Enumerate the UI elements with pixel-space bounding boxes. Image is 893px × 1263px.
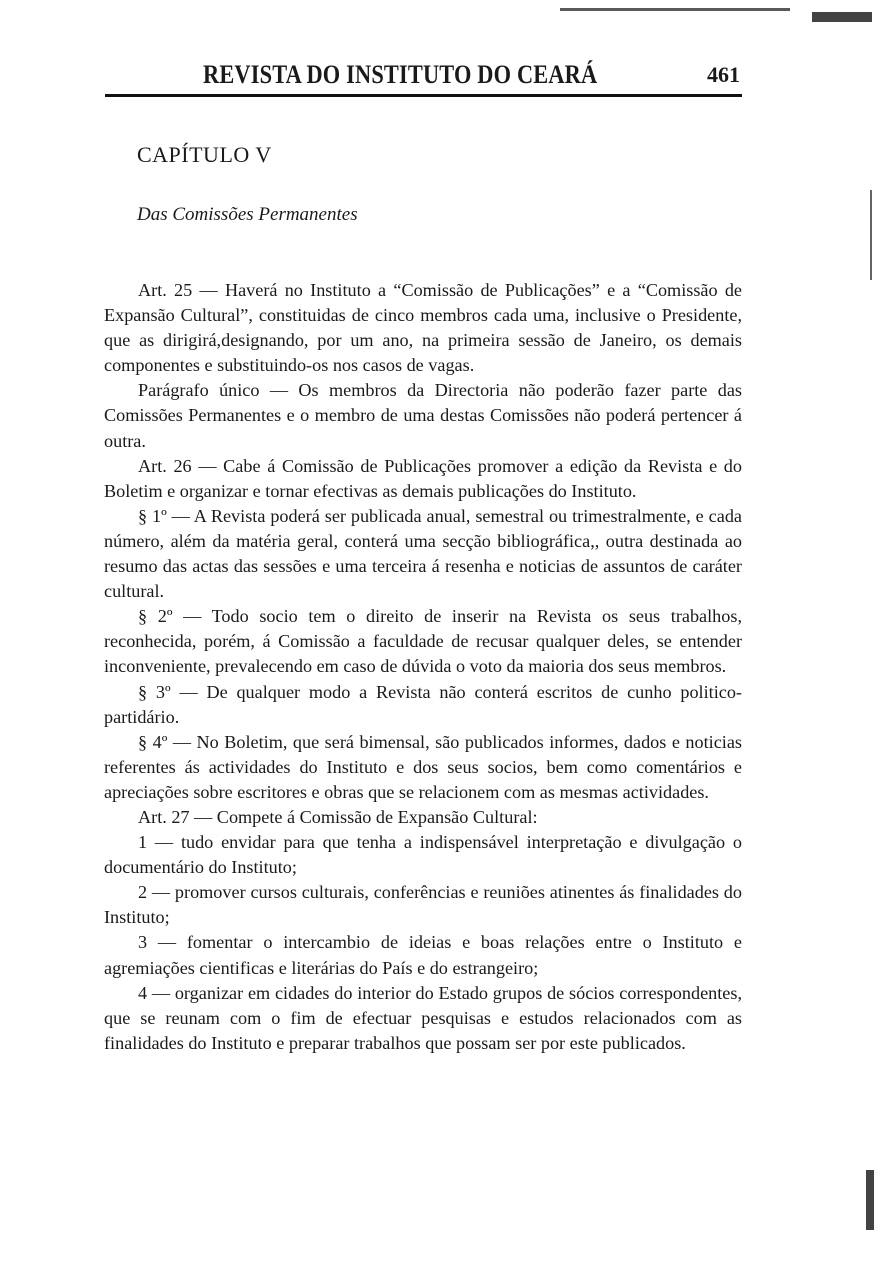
list-item-1: 1 — tudo envidar para que tenha a indispensável interpretação e divulgação o documentário do Instituto; [104,832,742,878]
scan-artifact-top [560,8,790,11]
paragraph-art-25: Art. 25 — Haverá no Instituto a “Comissão de Publicações” e a “Comissão de Expansão Cultural”, constituidas de cinco membros cada uma, inclusive o Presidente, que as dirigirá,designando, por um ano, na primeira sessão de Janeiro, os demais componentes e substituindo-os nos casos de vagas. [104,280,742,376]
paragraph-par-3: § 3º — De qualquer modo a Revista não conterá escritos de cunho politico-partidário. [104,681,742,727]
list-item-2: 2 — promover cursos culturais, conferências e reuniões atinentes ás finalidades do Instituto; [104,882,742,928]
list-item-3: 3 — fomentar o intercambio de ideias e boas relações entre o Instituto e agremiações cientificas e literárias do País e do estrangeiro; [104,932,742,978]
scan-artifact-bottom-right [866,1170,874,1230]
page-number: 461 [707,62,740,87]
header-rule [105,94,742,97]
paragraph-art-26: Art. 26 — Cabe á Comissão de Publicações promover a edição da Revista e do Boletim e organizar e tornar efectivas as demais publicações do Instituto. [104,455,742,501]
section-title: Das Comissões Permanentes [137,204,358,225]
journal-title: REVISTA DO INSTITUTO DO CEARÁ [203,60,598,89]
paragraph-unico: Parágrafo único — Os membros da Directoria não poderão fazer parte das Comissões Permanentes e o membro de uma destas Comissões não poderá pertencer á outra. [104,380,742,451]
paragraph-art-27: Art. 27 — Compete á Comissão de Expansão Cultural: [138,806,538,827]
scan-artifact-right-edge [870,190,872,280]
page-header [105,60,742,94]
chapter-title: CAPÍTULO V [137,142,272,167]
list-item-4: 4 — organizar em cidades do interior do Estado grupos de sócios correspondentes, que se reunam com o fim de efectuar pesquisas e estudos relacionados com as finalidades do Instituto e preparar trabalhos que possam ser por este publicados. [104,982,742,1053]
body-text [104,278,742,1056]
paragraph-par-1: § 1º — A Revista poderá ser publicada anual, semestral ou trimestralmente, e cada número, além da matéria geral, conterá uma secção bibliográfica,, outra destinada ao resumo das actas das sessões e uma terceira á resenha e noticias de assuntos de caráter cultural. [104,505,742,602]
paragraph-par-4: § 4º — No Boletim, que será bimensal, são publicados informes, dados e noticias referentes ás actividades do Instituto e dos seus socios, bem como comentários e apreciações sobre escritores e obras que se relacionem com as mesmas actividades. [104,731,742,802]
paragraph-par-2: § 2º — Todo socio tem o direito de inserir na Revista os seus trabalhos, reconhecida, porém, á Comissão a faculdade de recusar qualquer deles, se entender inconveniente, prevalecendo em caso de dúvida o voto da maioria dos seus membros. [104,606,742,677]
scan-artifact-top-right [812,12,872,22]
